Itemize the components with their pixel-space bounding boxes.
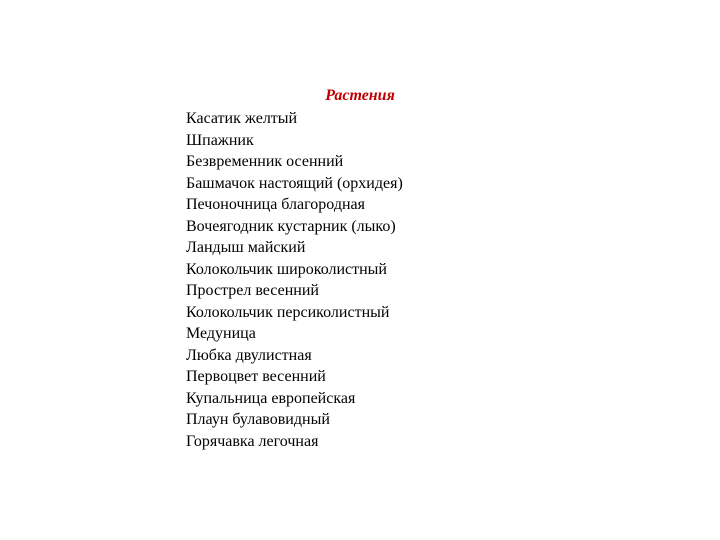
plant-list-item: Прострел весенний xyxy=(186,282,319,299)
plant-list-item: Любка двулистная xyxy=(186,346,312,364)
plant-list-item: Ландыш майский xyxy=(186,239,306,256)
plant-list-item: Шпажник xyxy=(186,131,254,149)
plant-list-item: Печоночница благородная xyxy=(186,196,365,213)
plant-list xyxy=(186,108,403,452)
plant-list-item: Медуница xyxy=(186,325,256,342)
plant-list-item: Купальница европейская xyxy=(186,389,356,407)
plant-list-item: Колокольчик персиколистный xyxy=(186,303,390,321)
plant-list-item: Первоцвет весенний xyxy=(186,368,326,385)
slide-title: Растения xyxy=(325,87,395,104)
plant-list-item: Вочеягодник кустарник (лыко) xyxy=(186,217,396,235)
plant-list-item: Колокольчик широколистный xyxy=(186,260,387,278)
plant-list-item: Безвременник осенний xyxy=(186,153,344,170)
plant-list-item: Башмачок настоящий (орхидея) xyxy=(186,174,403,192)
plant-list-item: Горячавка легочная xyxy=(186,432,319,450)
plant-list-item: Касатик желтый xyxy=(186,110,298,127)
plant-list-item: Плаун булавовидный xyxy=(186,411,330,428)
